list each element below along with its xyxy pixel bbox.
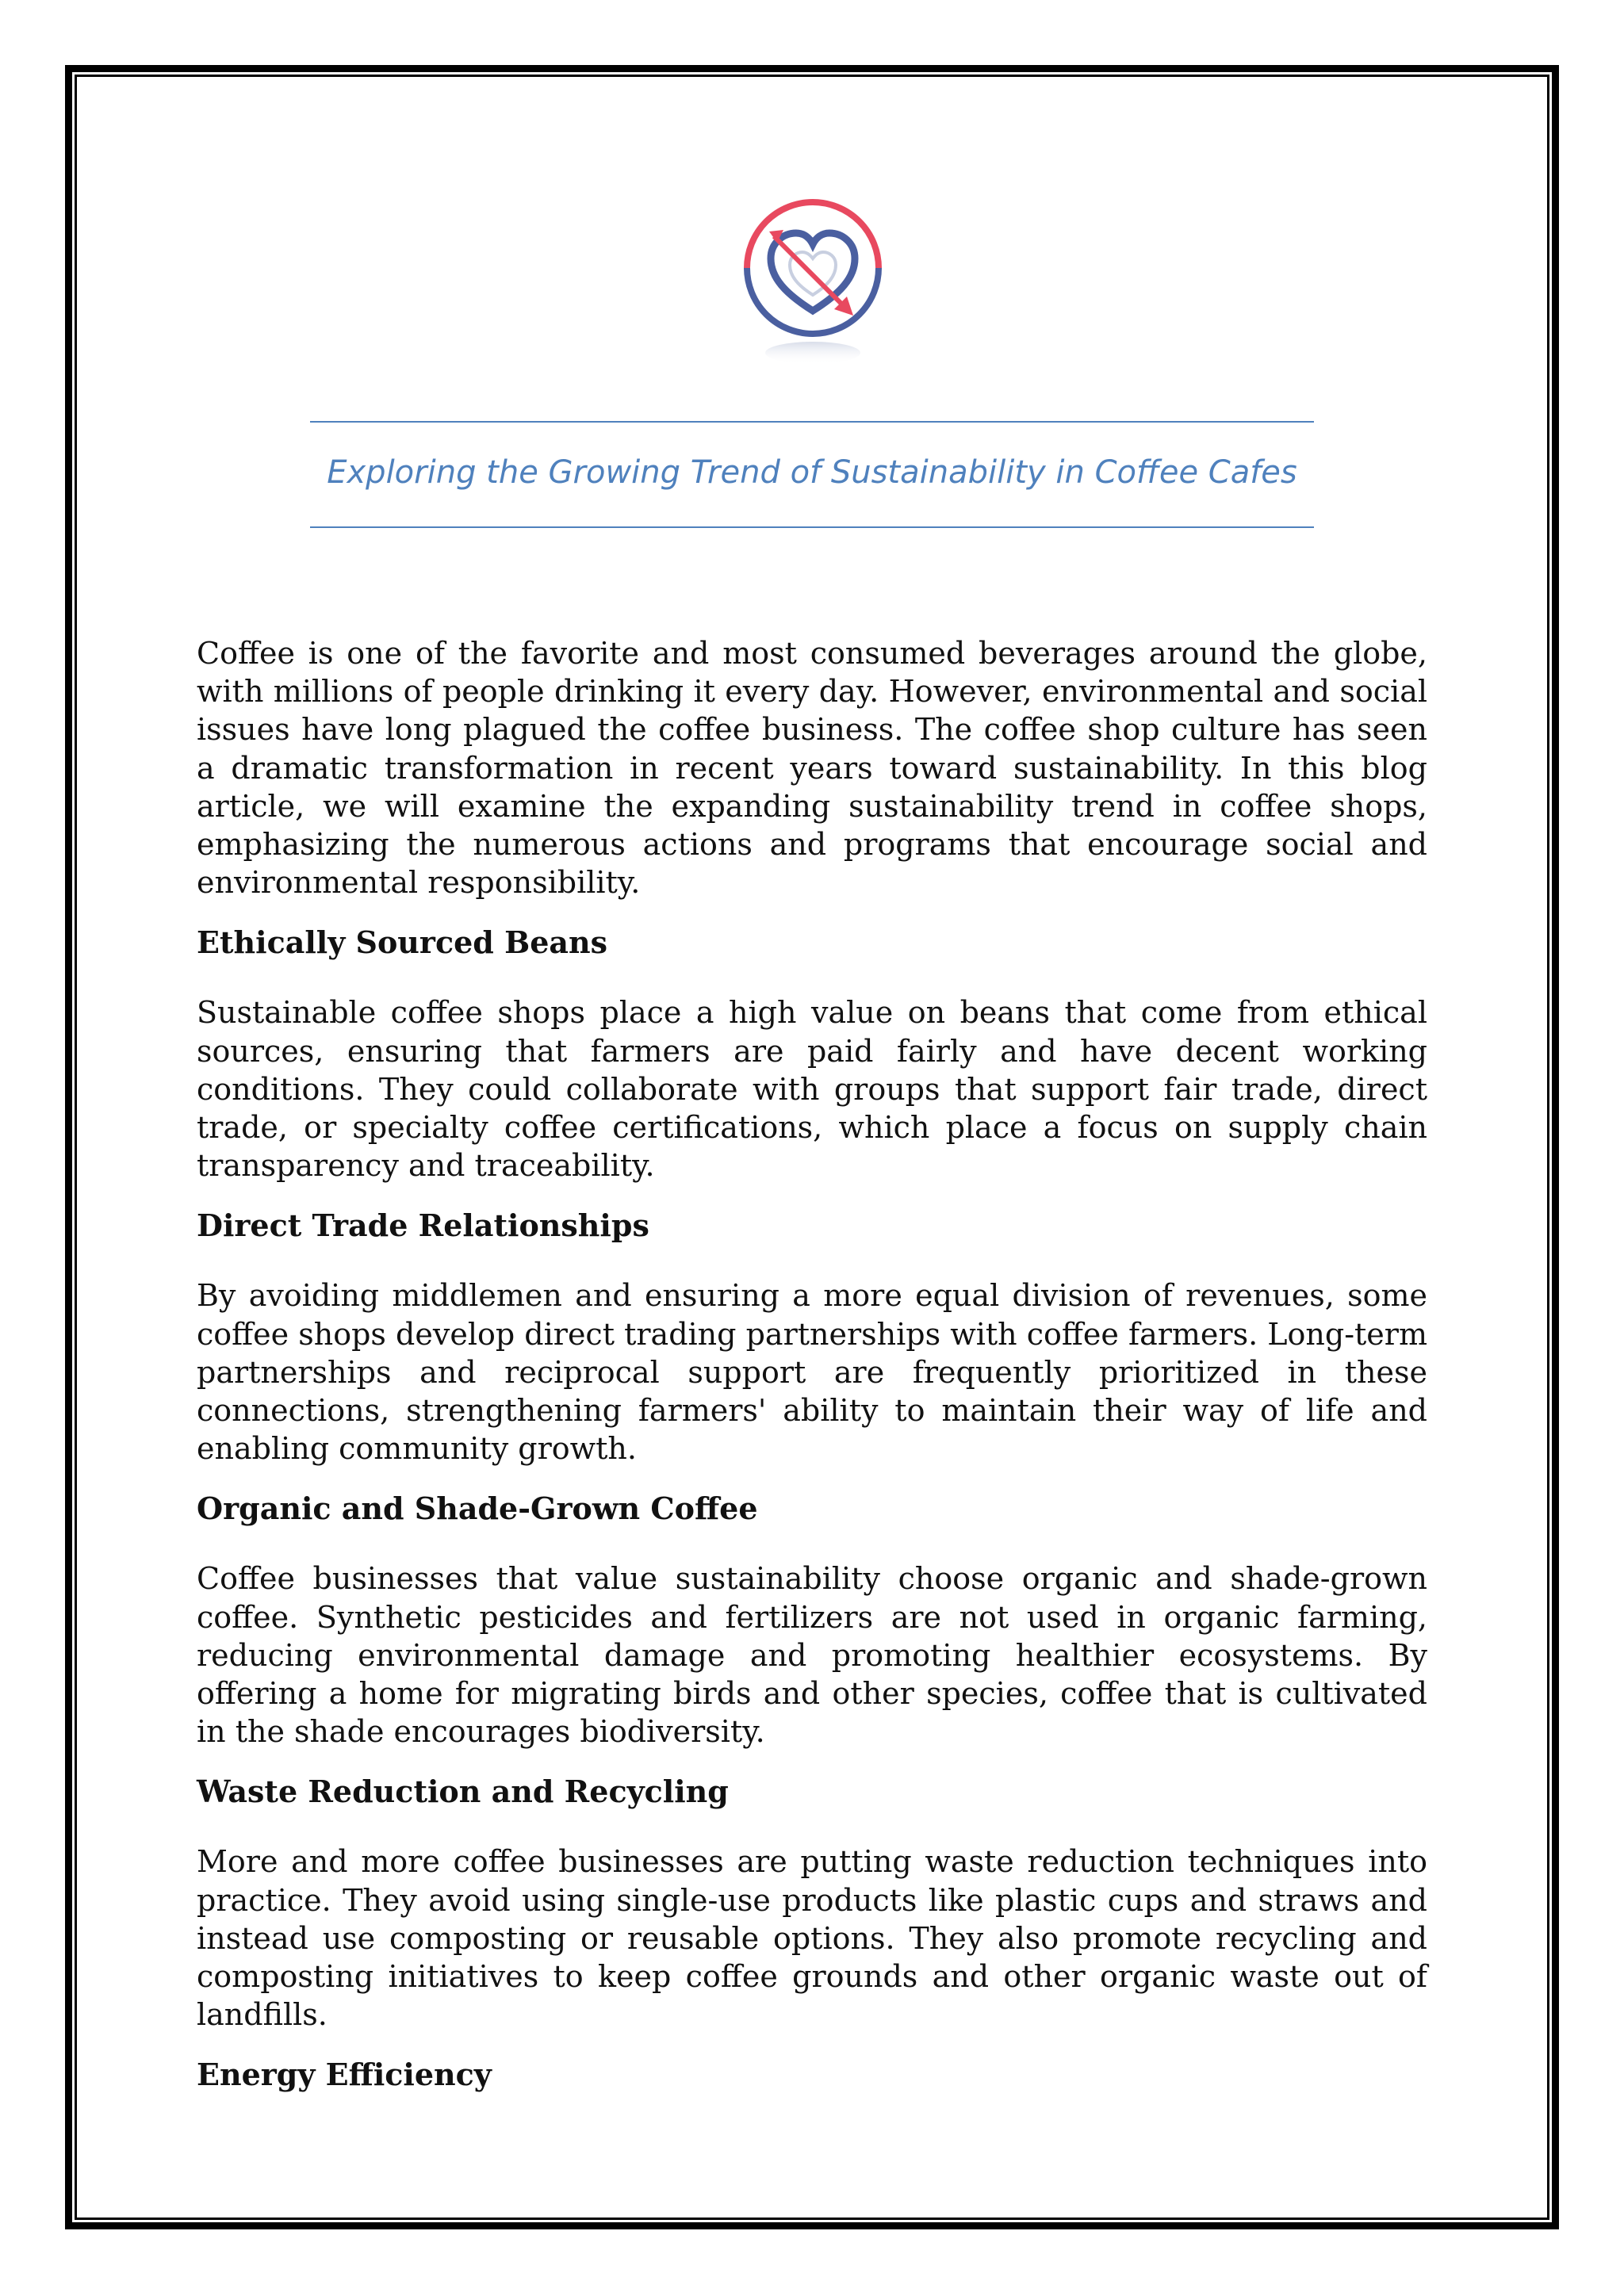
title-rule-bottom bbox=[310, 526, 1314, 528]
title-rule-top bbox=[310, 421, 1314, 423]
section-body-direct-trade: By avoiding middlemen and ensuring a more equal division of revenues, some coffee shops develop direct trading partnerships with coffee farmers. Long-term partnerships and reciprocal support are frequently prioritized in these connections, strengthening farmers' ability to maintain their way of life and enabling community growth. bbox=[197, 1278, 1427, 1467]
section-body-organic-shade: Coffee businesses that value sustainability choose organic and shade-grown coffee. Synthetic pesticides and fertilizers are not used in organic farming, reducing environmental damage and promoting healthier ecosystems. By offering a home for migrating birds and other species, coffee that is cultivated in the shade encourages biodiversity. bbox=[197, 1561, 1427, 1750]
section-heading-ethically-sourced: Ethically Sourced Beans bbox=[197, 924, 608, 961]
intro-paragraph: Coffee is one of the favorite and most consumed beverages around the globe, with millions of people drinking it every day. However, environmental and social issues have long plagued the coffee business. The coffee shop culture has seen a dramatic transformation in recent years toward sustainability. In this blog article, we will examine the expanding sustainability trend in coffee shops, emphasizing the numerous actions and programs that encourage social and environmental responsibility. bbox=[197, 636, 1427, 901]
section-heading-organic-shade: Organic and Shade-Grown Coffee bbox=[197, 1490, 758, 1527]
section-body-ethically-sourced: Sustainable coffee shops place a high value on beans that come from ethical sources, ensuring that farmers are paid fairly and have decent working conditions. They could collaborate with groups that support fair trade, direct trade, or specialty coffee certifications, which place a focus on supply chain transparency and traceability. bbox=[197, 995, 1427, 1184]
section-body-waste-reduction: More and more coffee businesses are putting waste reduction techniques into practice. They avoid using single-use products like plastic cups and straws and instead use composting or reusable options. They also promote recycling and composting initiatives to keep coffee grounds and other organic waste out of landfills. bbox=[197, 1844, 1427, 2033]
article-body bbox=[197, 634, 1427, 2094]
section-heading-energy-efficiency: Energy Efficiency bbox=[197, 2057, 492, 2093]
heart-arrow-logo-icon bbox=[737, 190, 888, 373]
section-heading-direct-trade: Direct Trade Relationships bbox=[197, 1207, 649, 1244]
document-title: Exploring the Growing Trend of Sustainability in Coffee Cafes bbox=[327, 454, 1297, 491]
section-heading-waste-reduction: Waste Reduction and Recycling bbox=[197, 1774, 729, 1810]
